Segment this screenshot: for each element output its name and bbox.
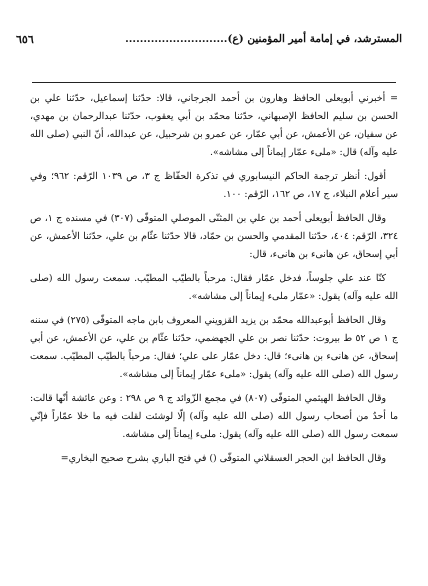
footnote-text [30,90,398,474]
leader-dots: ............................ [125,33,228,45]
paragraph: وقال الحافظ أبويعلى أحمد بن علي بن المثنّى الموصلي المتوفّى (٣٠٧) في مسنده ج ١، ص ٣٢٤، الرّقم: ٤٠٤، حدّثنا المقدمي والحسن بن حمّاد، قالا حدّثنا عثّام بن علي، حدّثنا الأعمش، عن أبي إسحاق، عن هانىء بن هانىء، قال: [30,213,399,260]
page-number: ٦٥٦ [16,32,34,46]
paragraph: وقال الحافظ ابن الحجر العسقلاني المتوفّى () في فتح الباري بشرح صحيح البخاري= [60,453,386,464]
footnote-rule [32,82,396,83]
book-title: المسترشد، في إمامة أمير المؤمنين (ع) [227,33,402,45]
paragraph: أقول: أنظر ترجمة الحاكم النيسابوري في تذكرة الحفّاظ ج ٣، ص ١٠٣٩ الرّقم: ٩٦٢؛ وفي سير أعلام النبلاء، ج ١٧، ص ١٦٢، الرّقم: ١٠٠. [30,171,398,200]
paragraph: وقال الحافظ أبوعبدالله محمّد بن يزيد القزويني المعروف بابن ماجه المتوفّى (٢٧٥) في سننه ج ١ ص ٥٢ ط بيروت: حدّثنا نصر بن علي الجهضمي، حدّثنا عثّام بن علي، عن الأعمش، عن أبي إسحاق، عن هانىء بن هانىء؛ قال: دخل عمّار على علي؛ فقال: مرحباً بالطيّب المطيّب. سمعت رسول الله (صلى الله عليه وآله) يقول: «ملىء عمّار إيماناً إلى مشاشه». [30,315,398,380]
running-title [125,33,402,45]
paragraph: كنّا عند علي جلوساً، فدخل عمّار فقال: مرحباً بالطيّب المطيّب. سمعت رسول الله (صلى الله عليه وآله) يقول: «عمّار ملىء إيماناً إلى مشاشه». [30,273,398,302]
paragraph: وقال الحافظ الهيثمي المتوفّى (٨٠٧) في مجمع الزّوائد ج ٩ ص ٢٩٨ : وعن عائشة أنّها قالت: ما أحدٌ من أصحاب رسول الله (صلى الله عليه وآله) إلّا لوشئت لقلت فيه ما خلا عمّاراً فإنّي سمعت رسول الله (صلى الله عليه وآله) يقول: ملىء إيماناً إلى مشاشه. [30,393,398,440]
paragraph: = أخبرني أبويعلى الحافظ وهارون بن أحمد الجرجاني، قالا: حدّثنا إسماعيل، حدّثنا علي بن الحسن بن سليم الحافظ الإصبهاني، حدّثنا محمّد بن أبي يعقوب، حدّثنا عبدالرحمان بن مهدي، عن سفيان، عن الأعمش، عن أبي عمّار، عن عمرو بن شرحبيل، عن عبدالله، أنّ النبي (صلى الله عليه وآله) قال: «ملىء عمّار إيماناً إلى مشاشه». [30,93,398,158]
running-header [16,30,402,48]
